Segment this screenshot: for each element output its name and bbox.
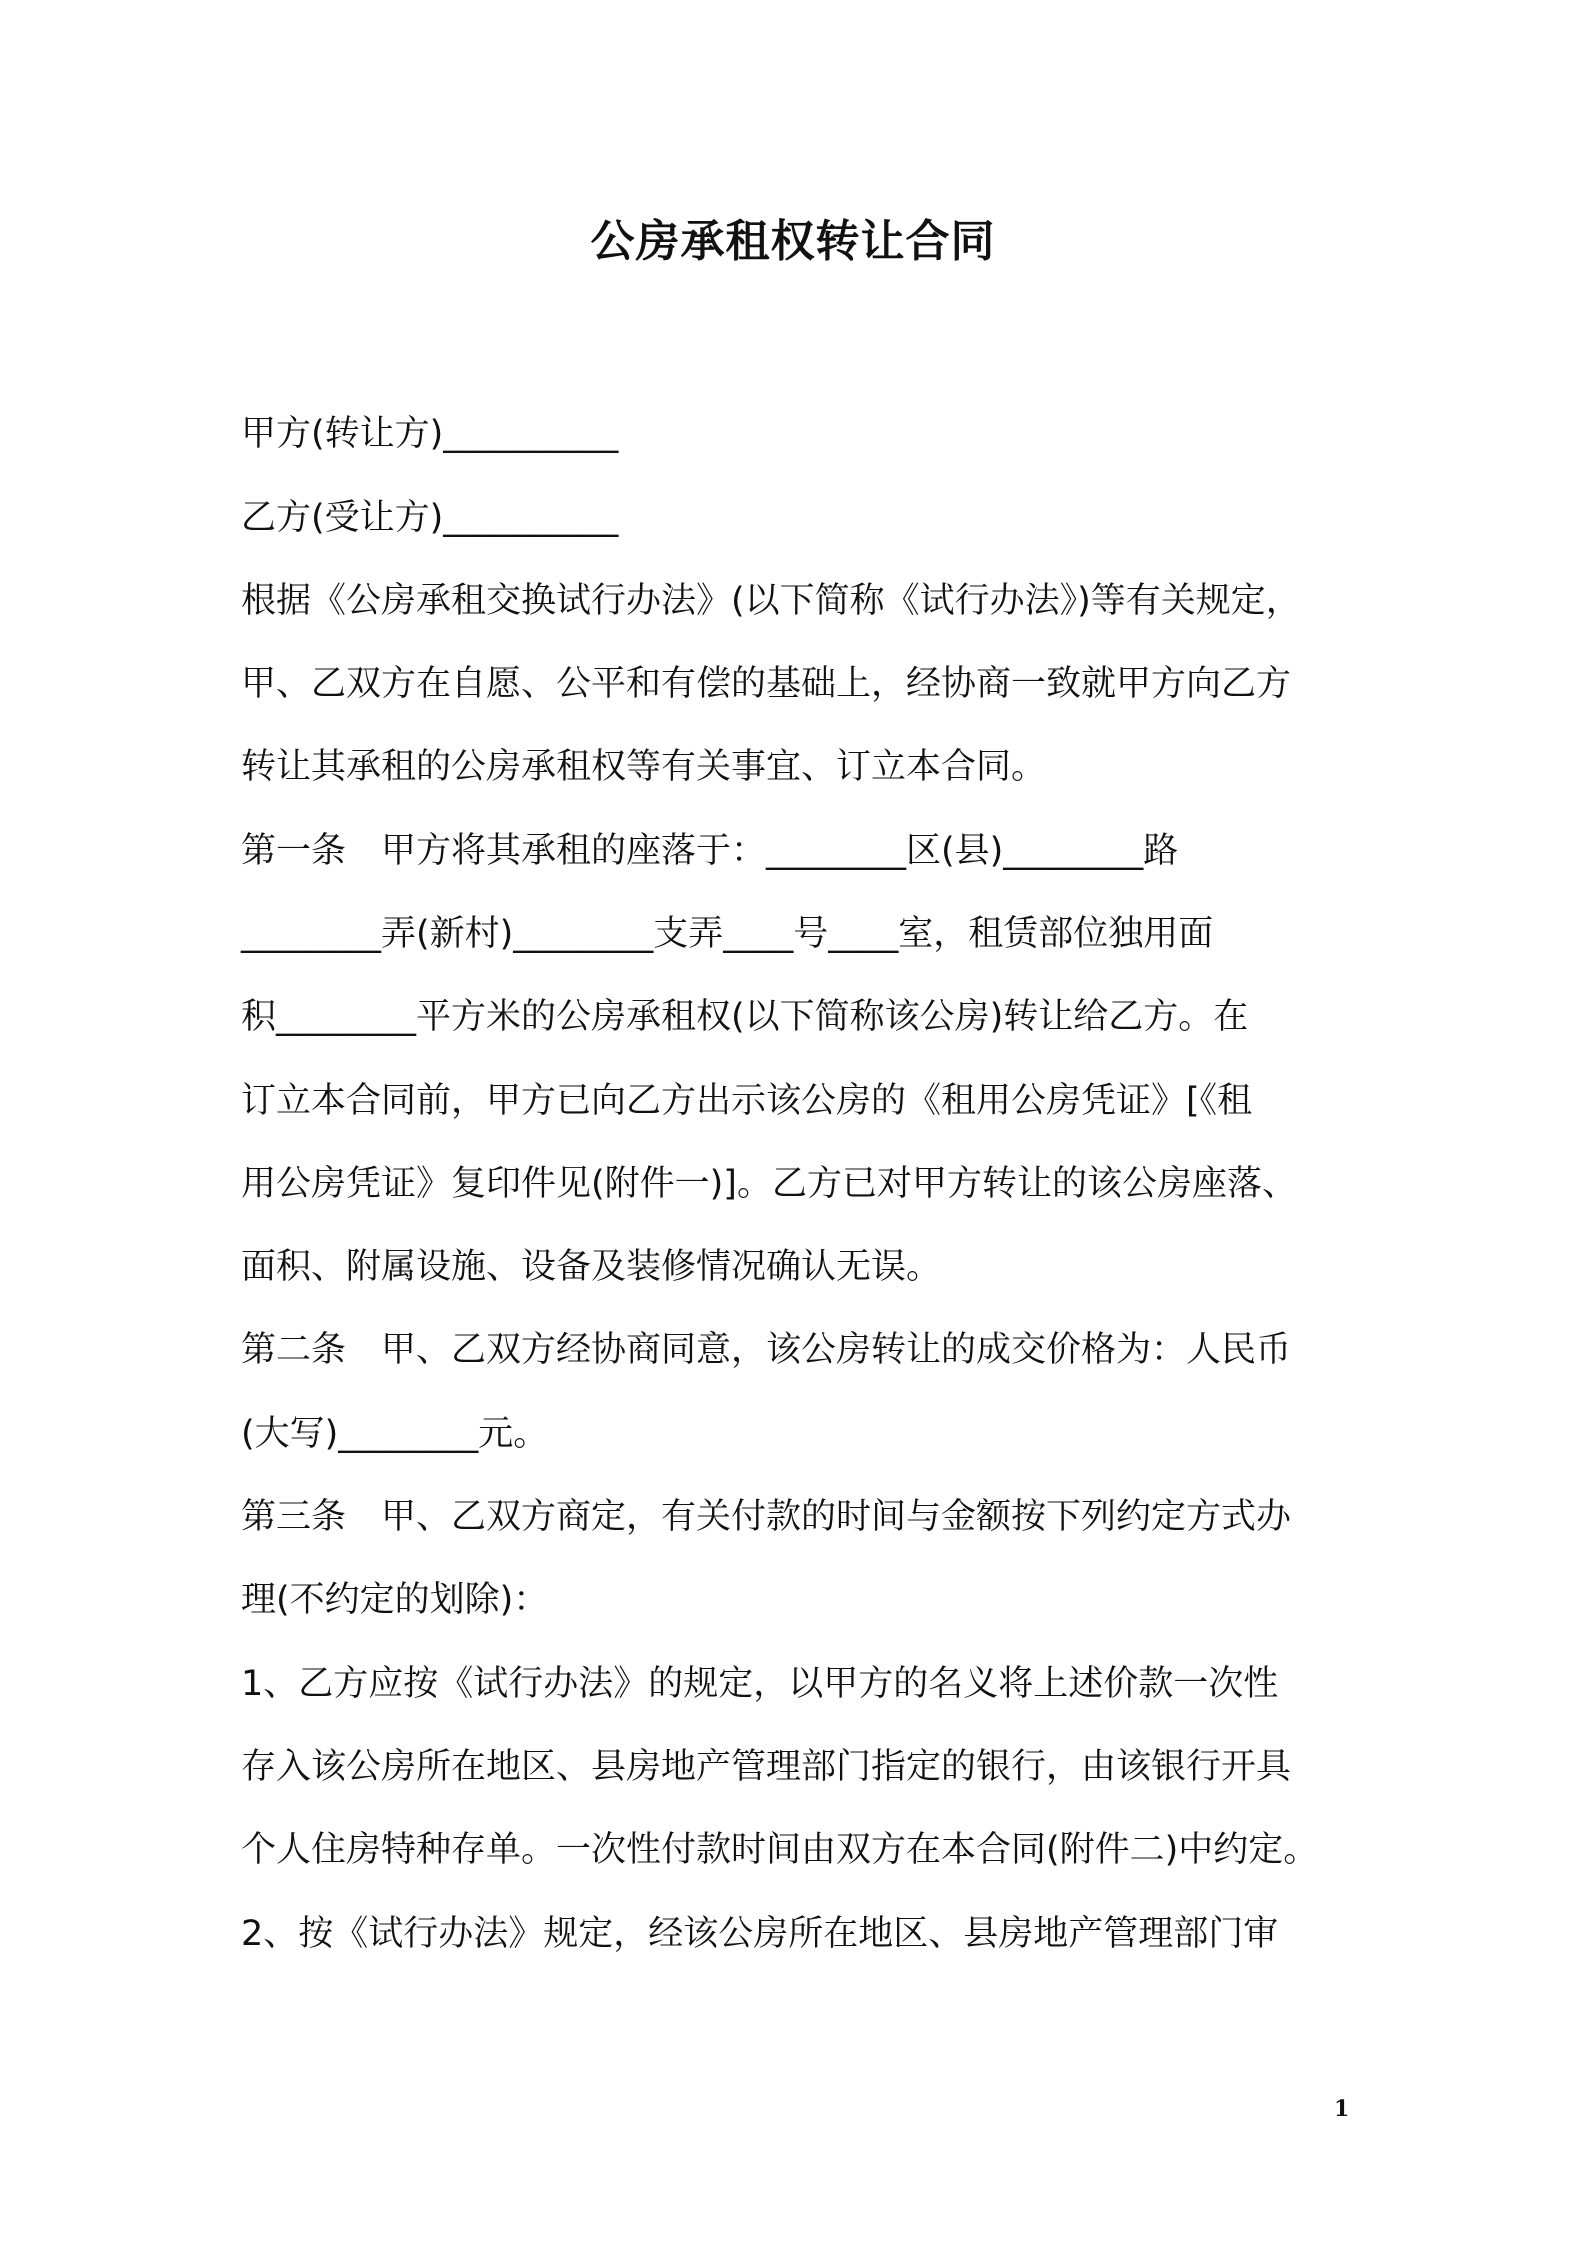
article-2-line-1: 第二条 甲、乙双方经协商同意，该公房转让的成交价格为：人民币 (241, 1330, 1292, 1370)
article-1-line-2: ________弄(新村)________支弄____号____室，租赁部位独用面 (241, 914, 1214, 954)
article-3-line-2: 理(不约定的划除)： (241, 1580, 549, 1620)
clause-1-line-3: 个人住房特种存单。一次性付款时间由双方在本合同(附件二)中约定。 (241, 1830, 1319, 1870)
article-2-line-2: (大写)________元。 (241, 1414, 549, 1454)
article-1-line-6: 面积、附属设施、设备及装修情况确认无误。 (241, 1247, 942, 1287)
article-1-line-1: 第一条 甲方将其承租的座落于：________区(县)________路 (241, 831, 1179, 871)
clause-2-line-1: 2、按《试行办法》规定，经该公房所在地区、县房地产管理部门审 (241, 1914, 1279, 1954)
article-1-line-5: 用公房凭证》复印件见(附件一)]。乙方已对甲方转让的该公房座落、 (241, 1164, 1297, 1204)
article-3-line-1: 第三条 甲、乙双方商定，有关付款的时间与金额按下列约定方式办 (241, 1497, 1292, 1537)
party-a-line: 甲方(转让方)__________ (241, 414, 619, 454)
clause-1-line-1: 1、乙方应按《试行办法》的规定，以甲方的名义将上述价款一次性 (241, 1664, 1279, 1704)
clause-1-line-2: 存入该公房所在地区、县房地产管理部门指定的银行，由该银行开具 (241, 1747, 1292, 1787)
preamble-line-1: 根据《公房承租交换试行办法》(以下简称《试行办法》)等有关规定， (241, 581, 1301, 621)
page-number: 1 (1334, 2096, 1350, 2122)
preamble-line-2: 甲、乙双方在自愿、公平和有偿的基础上，经协商一致就甲方向乙方 (241, 664, 1292, 704)
article-1-line-4: 订立本合同前，甲方已向乙方出示该公房的《租用公房凭证》[《租 (241, 1081, 1253, 1121)
preamble-line-3: 转让其承租的公房承租权等有关事宜、订立本合同。 (241, 747, 1047, 787)
party-b-line: 乙方(受让方)__________ (241, 498, 619, 538)
document-title: 公房承租权转让合同 (590, 216, 996, 267)
article-1-line-3: 积________平方米的公房承租权(以下简称该公房)转让给乙方。在 (241, 997, 1249, 1037)
